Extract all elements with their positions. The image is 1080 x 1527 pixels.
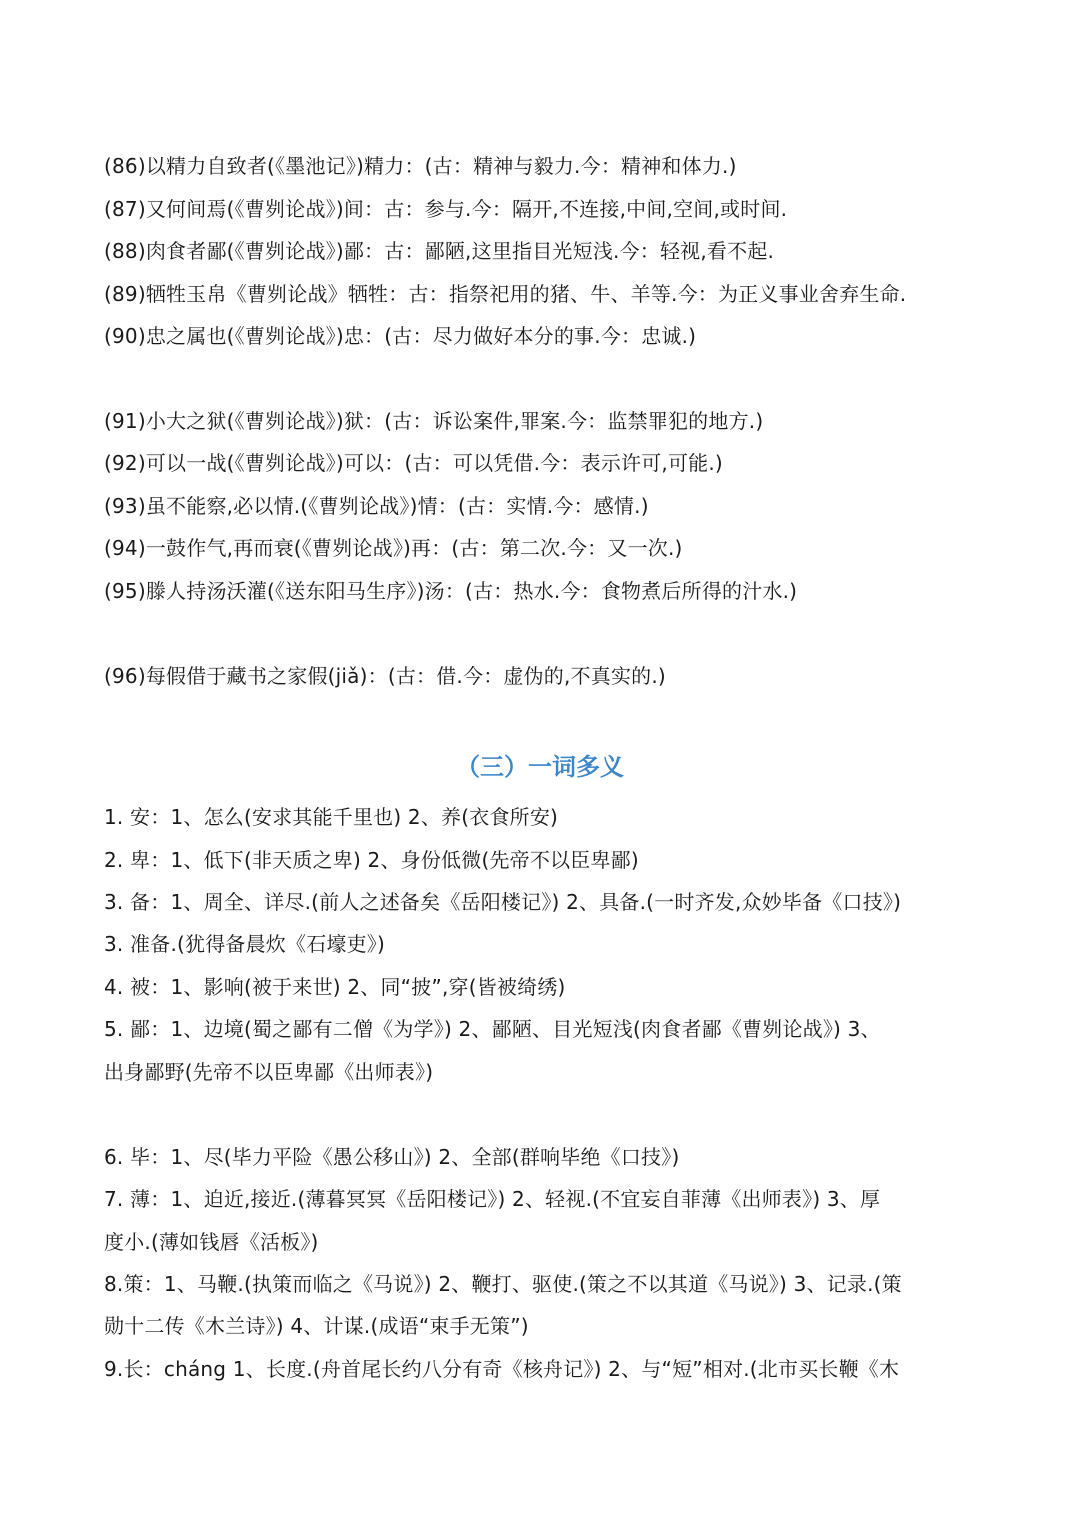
polysemy-item-continuation: 勋十二传《木兰诗》) 4、计谋.(成语“束手无策”) (104, 1314, 529, 1338)
polysemy-item-continuation: 出身鄙野(先帝不以臣卑鄙《出师表》) (104, 1060, 434, 1084)
section-heading: （三）一词多义 (456, 753, 624, 781)
entry-93: (93)虽不能察,必以情.(《曹刿论战》)情：(古：实情.今：感情.) (104, 494, 649, 518)
entry-92: (92)可以一战(《曹刿论战》)可以：(古：可以凭借.今：表示许可,可能.) (104, 451, 723, 475)
polysemy-item: 1. 安：1、怎么(安求其能千里也) 2、养(衣食所安) (104, 805, 559, 829)
entry-87: (87)又何间焉(《曹刿论战》)间：古：参与.今：隔开,不连接,中间,空间,或时间. (104, 197, 788, 221)
polysemy-item: 4. 被：1、影响(被于来世) 2、同“披”,穿(皆被绮绣) (104, 975, 566, 999)
entry-90: (90)忠之属也(《曹刿论战》)忠：(古：尽力做好本分的事.今：忠诚.) (104, 324, 697, 348)
entry-88: (88)肉食者鄙(《曹刿论战》)鄙：古：鄙陋,这里指目光短浅.今：轻视,看不起. (104, 239, 775, 263)
polysemy-item: 6. 毕：1、尽(毕力平险《愚公移山》) 2、全部(群响毕绝《口技》) (104, 1145, 680, 1169)
polysemy-item: 5. 鄙：1、边境(蜀之鄙有二僧《为学》) 2、鄙陋、目光短浅(肉食者鄙《曹刿论战》) 3、 (104, 1017, 881, 1041)
polysemy-item: 3. 备：1、周全、详尽.(前人之述备矣《岳阳楼记》) 2、具备.(一时齐发,众妙毕备《口技》) (104, 890, 902, 914)
polysemy-item-continuation: 度小.(薄如钱唇《活板》) (104, 1230, 319, 1254)
entry-91: (91)小大之狱(《曹刿论战》)狱：(古：诉讼案件,罪案.今：监禁罪犯的地方.) (104, 409, 764, 433)
entry-86: (86)以精力自致者(《墨池记》)精力：(古：精神与毅力.今：精神和体力.) (104, 154, 737, 178)
polysemy-item: 9.长：cháng 1、长度.(舟首尾长约八分有奇《核舟记》) 2、与“短”相对.(北市买长鞭《木 (104, 1357, 900, 1381)
polysemy-item: 8.策：1、马鞭.(执策而临之《马说》) 2、鞭打、驱使.(策之不以其道《马说》) 3、记录.(策 (104, 1272, 902, 1296)
entry-95: (95)滕人持汤沃灌(《送东阳马生序》)汤：(古：热水.今：食物煮后所得的汁水.) (104, 579, 798, 603)
polysemy-item: 7. 薄：1、迫近,接近.(薄暮冥冥《岳阳楼记》) 2、轻视.(不宜妄自菲薄《出师表》) 3、厚 (104, 1187, 881, 1211)
entry-96: (96)每假借于藏书之家假(jiǎ)：(古：借.今：虚伪的,不真实的.) (104, 664, 666, 688)
polysemy-item: 3. 准备.(犹得备晨炊《石壕吏》) (104, 932, 386, 956)
entry-89: (89)牺牲玉帛《曹刿论战》牺牲：古：指祭祀用的猪、牛、羊等.今：为正义事业舍弃生命. (104, 282, 907, 306)
polysemy-item: 2. 卑：1、低下(非天质之卑) 2、身份低微(先帝不以臣卑鄙) (104, 848, 639, 872)
entry-94: (94)一鼓作气,再而衰(《曹刿论战》)再：(古：第二次.今：又一次.) (104, 536, 683, 560)
